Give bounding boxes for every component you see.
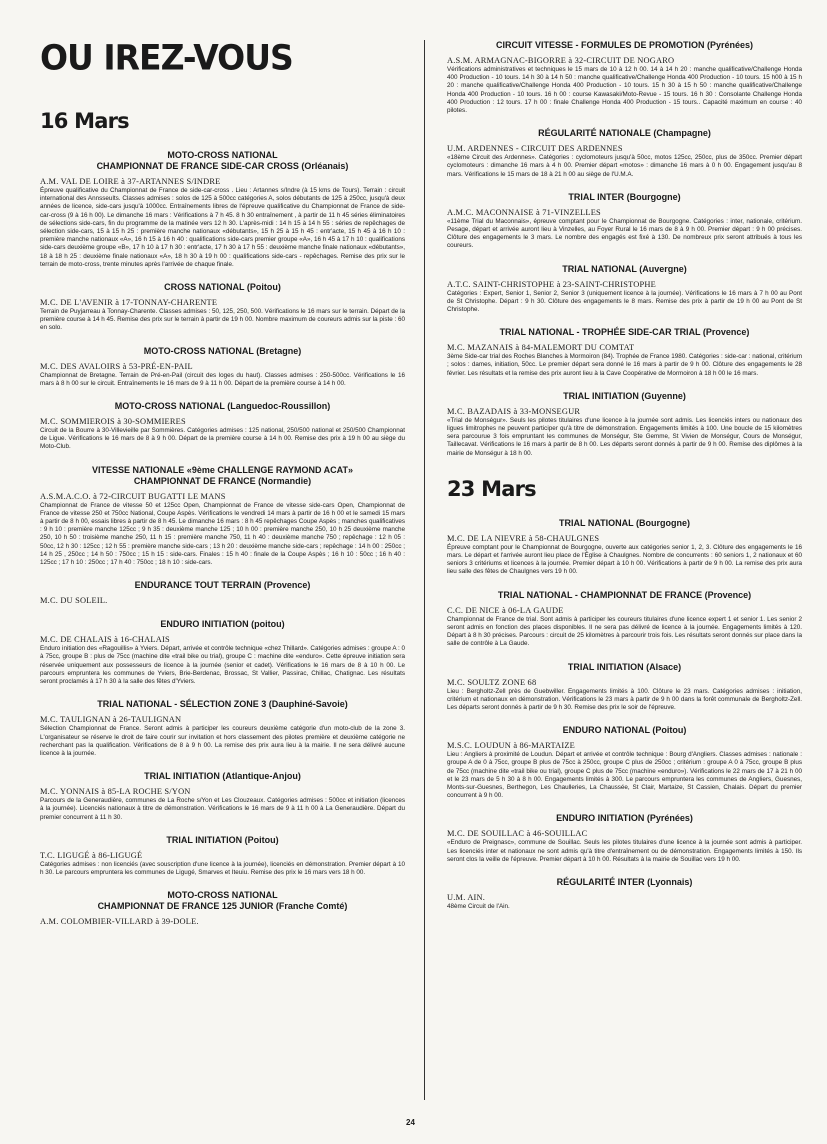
event-club: U.M. ARDENNES - CIRCUIT DES ARDENNES (447, 144, 623, 154)
event-entry (447, 590, 802, 649)
event-description: Enduro initiation des «Ragouillis» à Yviers. Départ, arrivée et contrôle technique «chez Thillard». Catégories admises : groupe A : 0 à 75cc, groupe B : plus de 75cc (machine dite «trail bike ou trial), groupe C : machine dite «enduro». Cette épreuve initiation sera réservée uniquement aux possesseurs de licence à la journée (senior et cadet). Vérifications le 16 mars de 8 à 10 h 00. Le parcours empruntera les communes de Yviers, Brie-Berdenac, Brossac, St Vallier, Passirac, Chillac, Chatignac. Les résultats seront proclamés à 17 h 30 à la salle des fêtes d'Yviers. (40, 645, 405, 686)
event-title: TRIAL INITIATION (Poitou) (166, 834, 279, 845)
event-description: Championnat de France de vitesse 50 et 125cc Open, Championnat de France de vitesse side-cars Open, Championnat de France de vitesse 250 et 750cc National, Coupe Aspès. Vérifications le vendredi 14 mars à partir de 16 h 00 et le samedi 15 mars à partir de 8 h 00, essais libres à partir de 8 h 45. Le dimanche 16 mars : 8 h 45 repêchages Coupe Aspès ; manches qualificatives : 9 h 10 : première manche 125cc ; 9 h 35 : deuxième manche 125 ; 10 h 00 : première manche 250, 10 h 25 deuxième manche 250, 10 h 50 : troisième manche 250, 11 h 15 : première manche 750, 11 h 40 : deuxième manche 750 ; repêchage : 12 h 05 : 50cc, 12 h 30 : 125cc ; 12 h 55 : première manche side-cars ; 13 h 20 : deuxième manche side-cars ; repêchage : 14 h 00 : 250cc ; 14 h 25 , 250cc ; 14 h 50 : 750cc ; 15 h 15 : side-cars. Finales : 15 h 40 : finale de la Coupe Aspès ; 16 h 10 : 50cc ; 16 h 40 : 125cc ; 17 h 10 : 250cc ; 17 h 40 : 750cc ; 18 h 10 : side-cars. (40, 501, 405, 567)
event-list-right-top (447, 40, 802, 458)
event-entry (447, 877, 802, 911)
event-entry (447, 40, 802, 115)
event-club: T.C. LIGUGÉ à 86-LIGUGÉ (40, 850, 143, 860)
event-description: «11ème Trial du Maconnais», épreuve comptant pour le Championnat de Bourgogne. Catégories : inter, nationale, critérium. Pesage, départ et arrivée auront lieu à Vinzelles, au Foyer Rural le 16 mars de 8 à 9 h 00. Premier départ : 9 h 00 précises. Clôture des engagements le 3 mars. Le nombre des engagés est fixé à 130. De nombreux prix seront attribués à tous les coureurs. (447, 217, 802, 250)
event-title: TRIAL NATIONAL - TROPHÉE SIDE-CAR TRIAL (Provence) (499, 327, 750, 338)
event-club: M.C. TAULIGNAN à 26-TAULIGNAN (40, 715, 182, 725)
event-description: 3ème Side-car trial des Roches Blanches à Mormoiron (84). Trophée de France 1980. Catégories : side-car : national, critérium ; solos : dames, initiation, 50cc. Le premier départ sera donné le 16 mars à partir de 9 h 00. Clôture des engagements le 28 février. Les résultats et la remise des prix auront lieu à la Cave Coopérative de Mormoiron à 18 h 00 le 16 mars. (447, 353, 802, 377)
event-entry (40, 282, 405, 333)
event-title: ENDURO NATIONAL (Poitou) (562, 725, 687, 736)
event-entry (40, 150, 405, 269)
event-description: Lieu : Angliers à proximité de Loudun. Départ et arrivée et contrôle technique : Bourg d'Angliers. Classes admises : nationale : groupe A de 0 à 75cc, groupe B plus de 75cc à 250cc, groupe C plus de 250cc ; critérium : groupe A 0 à 75cc, groupe B plus de 75cc (machine dite «trail bike ou trial), groupe C plus de 75cc (machine «enduro»). Vérifications le 22 mars de 17 à 21 h 00 et le 23 mars de 5 h 30 à 8 h 00. Engagements limités à 300. Le parcours empruntera les communes de Angliers, Guesnes, Monts-sur-Guesnes, Berthegon, Les Chaulleries, La Chaussée, St Clair, Martaize, St Cassien, Chalais. Départ du premier concurrent à 9 h 00. (447, 751, 802, 800)
event-club: M.S.C. LOUDUN à 86-MARTAIZE (447, 741, 575, 751)
event-description: Terrain de Puyjarreau à Tonnay-Charente. Classes admises : 50, 125, 250, 500. Vérifications le 16 mars sur le terrain. Départ de la première course à 14 h 45. Remise des prix sur le terrain à partir de 19 h 00. Nombre maximum de coureurs admis sur la piste : 60 en solo. (40, 308, 405, 332)
event-club: M.C. DE CHALAIS à 16-CHALAIS (40, 635, 170, 645)
event-subtitle: CHAMPIONNAT DE FRANCE SIDE-CAR CROSS (Orléanais) (96, 161, 349, 171)
event-entry (447, 192, 802, 251)
event-club: M.C. YONNAIS à 85-LA ROCHE S/YON (40, 787, 191, 797)
event-title: TRIAL NATIONAL - SÉLECTION ZONE 3 (Dauphiné-Savoie) (97, 699, 348, 710)
event-club: A.M. COLOMBIER-VILLARD à 39-DOLE. (40, 917, 199, 927)
event-title: TRIAL NATIONAL (Auvergne) (562, 263, 687, 274)
event-subtitle: CHAMPIONNAT DE FRANCE 125 JUNIOR (Franche Comté) (97, 901, 348, 912)
event-description: Épreuve qualificative du Championnat de France de side-car-cross . Lieu : Artannes s/Indre (à 15 kms de Tours). Terrain : circuit international des Annsseults. Classes admises : solos de 125 à 500cc catégories A, solos débutants de 125 à 250cc, jusqu'à deux années de licence, side-cars jusqu'à 1000cc. Entraînements libres de l'épreuve qualificative du Championnat de France de side-car-cross (9 à 16 h 00). Le dimanche 16 mars : Vérifications à 7 h 45. 8 h 30 entraînement , à partir de 11 h 45 séries éliminatoires de sélections side-cars, fin du programme de la matinée vers 12 h 30. L'après-midi : 14 h 15 à 14 h 55 : séries de repêchages de sélection side-cars, 15 à 15 h 25 : première manche nationaux «débutants», 15 h 25 à 15 h 45 : entr'acte, 15 h 45 à 16 h 10 : première manche nationaux «A», 16 h 15 à 16 h 40 : qualifications side-cars premier groupe «A», 16 h 45 à 17 h 10 : qualifications side-cars deuxième groupe «B», 17 h 10 à 17 h 30 : entr'acte, 17 h 30 à 17 h 55 : deuxième manche finale nationaux «débutants», 18 à 18 h 25 : deuxième finale nationaux «A», 18 h 30 à 19 h 00 : qualifications side-cars - repêchages. Remise des prix sur le terrain de moto-cross, trente minutes après l'arrivée de chaque finale. (40, 187, 405, 268)
event-description: «Enduro de Preignasc», commune de Souillac. Seuls les pilotes titulaires d'une licence à la journée sont admis à participer. Les licenciés inter et nationaux ne sont admis qu'à titre d'entraînement ou de démonstration. Engagements limités à 150. Ils seront clos la veille de l'épreuve. Premier départ à 10 h 00. Résultats à la mairie de Souillac vers 19 h 00. (447, 839, 802, 863)
event-title: MOTO-CROSS NATIONAL (Bretagne) (143, 345, 302, 356)
event-description: Vérifications administratives et techniques le 15 mars de 10 à 12 h 00. 14 à 14 h 20 : manche qualificative/Challenge Honda 400 Production - 10 tours. 14 h 30 à 14 h 50 : manche qualificative/Challenge Honda 400 Production - 10 tours. 15 h00 à 15 h 20 : manche qualificative/Challenge Honda 400 Production - 10 tours. 15 h 30 à 15 h 50 : manche qualificative/Challenge Honda 400 Production - 10 tours. 16 h 00 : course Kawasaki/Moto-Revue - 15 tours. 16 h 30 : Consolante Challenge Honda 400 Production : 12 tours. 17 h 00 : finale Challenge Honda 400 Production - 15 tours.. Capacité maximum en course : 40 pilotes. (447, 66, 802, 115)
event-entry (447, 264, 802, 315)
event-list-left (40, 150, 405, 927)
event-description: Championnat de Bretagne. Terrain de Pré-en-Pail (circuit des loges du haut). Classes admises : 250-500cc. Vérifications le 16 mars à 8 h 00 sur le circuit. Entraînements le 16 mars de 9 à 11 h 00. Départ de la première course à 14 h 00. (40, 371, 405, 387)
event-club: M.C. BAZADAIS à 33-MONSEGUR (447, 406, 581, 416)
event-description: Circuit de la Bourre à 30-Villevieille par Sommières. Catégories admises : 125 national, 250/500 national et 250/500 Championnat de Ligue. Vérifications le 16 mars de 8 à 9 h 00. Départ de la première course à 14 h 00. Remise des prix à 19 h 00 au siège du Moto-Club. (40, 427, 405, 451)
event-description: Lieu : Bergholtz-Zell près de Guebwiller. Engagements limités à 100. Clôture le 23 mars. Catégories admises : initiation, critérium et nationaux en démonstration. Vérifications le 23 mars à partir de 9 h 00 dans la forêt communale de Bergholtz-Zell. Les départs seront donnés à partir de 9 h 30. Remise des prix le soir de l'épreuve. (447, 687, 802, 711)
event-entry (447, 327, 802, 378)
event-entry (40, 890, 405, 927)
event-entry (40, 835, 405, 877)
event-entry (40, 401, 405, 452)
event-club: M.C. DES AVALOIRS à 53-PRÉ-EN-PAIL (40, 361, 193, 371)
event-club: M.C. DE LA NIEVRE à 58-CHAULGNES (447, 533, 600, 543)
event-club: M.C. SOMMIEROIS à 30-SOMMIERES (40, 417, 186, 427)
event-club: C.C. DE NICE à 06-LA GAUDE (447, 605, 564, 615)
column-divider (424, 40, 425, 1100)
event-title: MOTO-CROSS NATIONAL (Languedoc-Roussillon) (114, 401, 331, 412)
event-description: «Trial de Monségur». Seuls les pilotes titulaires d'une licence à la journée sont admis. Les licenciés inters ou nationaux des ligues limitrophes ne peuvent participer qu'à titre de démonstration. Engagements limités à 100. Une boucle de 15 kilomètres sera parcourue 3 fois empruntant les communes de Monségur, Ste Gemme, St Vivien de Monségur, Cours de Monségur, Taillecavat. Vérifications le 16 mars à partir de 8 h 00. Les départs seront donnés à partir de 9 h 00. Remise des diplômes à la mairie de Monségur à 18 h 00. (447, 416, 802, 457)
event-club: A.S.M. ARMAGNAC-BIGORRE à 32-CIRCUIT DE NOGARO (447, 56, 675, 65)
event-entry (40, 771, 405, 822)
event-title: RÉGULARITÉ INTER (Lyonnais) (556, 876, 693, 887)
page-number: 24 (406, 1118, 415, 1127)
event-description: Parcours de la Generaudière, communes de La Roche s/Yon et Les Clouzeaux. Catégories admises : 500cc et initiation (licences à la journée). Licenciés nationaux à titre de démonstration. Vérifications le 16 mars de 9 à 11 h 00 à La Generaudière. Départ du premier concurrent à 11 h 30. (40, 797, 405, 821)
event-club: M.C. SOULTZ ZONE 68 (447, 677, 537, 687)
event-title: CROSS NATIONAL (Poitou) (164, 282, 281, 293)
event-description: Championnat de France de trial. Sont admis à participer les coureurs titulaires d'une licence expert 1 et senior 1. Les senior 2 seront admis en fonction des places disponibles. Il ne sera pas délivré de licence à la journée. Engagements limités à 120. Départ à 8 h 30 précises. Parcours : circuit de 25 kilomètres à parcourir trois fois. Les résultats seront donnés sur place dans la salle de contrôle à La Gaude. (447, 615, 802, 648)
event-entry (447, 725, 802, 800)
event-club: M.C. DE SOUILLAC à 46-SOUILLAC (447, 829, 588, 839)
event-title: MOTO-CROSS NATIONAL (167, 150, 278, 160)
event-title: VITESSE NATIONALE «9ème CHALLENGE RAYMOND ACAT» (91, 464, 354, 475)
event-club: A.S.M.A.C.O. à 72-CIRCUIT BUGATTI LE MANS (40, 491, 226, 501)
event-description: Catégories : Expert, Senior 1, Senior 2, Senior 3 (uniquement licence à la journée). Vérifications le 16 mars à 7 h 00 au Pont de St Christophe. Départ : 9 h 30. Clôture des engagements le 8 mars. Remise des prix à partir de 19 h 00 au Pont de St Christophe. (447, 289, 802, 314)
event-description: Épreuve comptant pour le Championnat de Bourgogne, ouverte aux catégories senior 1, 2, 3. Clôture des engagements le 16 mars. Le départ et l'arrivée auront lieu place de l'Église à Chaulgnes. Nombre de concurrents : 60 seniors 1, 2 nationaux et 60 seniors 3 critériums et licences à la journée. Premier départ à 10 h 00. Vérifications à partir de 9 h 00. La remise des prix aura lieu salle des fêtes de Chaulgnes vers 19 h 00. (447, 543, 802, 576)
event-title: TRIAL NATIONAL - CHAMPIONNAT DE FRANCE (Provence) (497, 589, 752, 600)
event-title: TRIAL INITIATION (Alsace) (567, 661, 682, 672)
event-entry (447, 391, 802, 458)
event-club: A.M. VAL DE LOIRE à 37-ARTANNES S/INDRE (40, 177, 221, 186)
right-column (447, 40, 802, 924)
event-title: TRIAL INITIATION (Atlantique-Anjou) (144, 771, 301, 782)
event-entry (40, 619, 405, 686)
event-club: M.C. DE L'AVENIR à 17-TONNAY-CHARENTE (40, 298, 218, 308)
event-title: CIRCUIT VITESSE - FORMULES DE PROMOTION (Pyrénées) (495, 40, 754, 50)
event-club: A.T.C. SAINT-CHRISTOPHE à 23-SAINT-CHRISTOPHE (447, 279, 656, 289)
date-heading-23-mars: 23 Mars (447, 476, 536, 501)
event-entry (40, 580, 405, 606)
event-club: M.C. DU SOLEIL. (40, 596, 108, 606)
event-list-right-bottom (447, 518, 802, 911)
event-club: A.M.C. MACONNAISE à 71-VINZELLES (447, 207, 601, 217)
event-entry (447, 518, 802, 577)
event-description: 48ème Circuit de l'Ain. (447, 902, 510, 910)
event-title: MOTO-CROSS NATIONAL (167, 890, 278, 901)
event-description: «18ème Circuit des Ardennes». Catégories : cyclomoteurs jusqu'à 50cc, motos 125cc, 250cc, plus de 350cc. Premier départ cyclomoteurs : dimanche 16 mars à 4 h 00. Premier départ «motos» : dimanche 16 mars à 0 h 00. Engagement jusqu'au 8 mars. Vérifications le 15 mars de 18 à 21 h 00 au siège de l'U.M.A. (447, 154, 802, 178)
date-heading-16-mars: 16 Mars (40, 109, 129, 133)
left-column (40, 38, 405, 940)
event-title: ENDURO INITIATION (Pyrénées) (556, 813, 693, 824)
event-entry (40, 699, 405, 758)
event-title: ENDURO INITIATION (poitou) (160, 619, 285, 630)
event-club: M.C. MAZANAIS à 84-MALEMORT DU COMTAT (447, 343, 635, 353)
event-description: Sélection Championnat de France. Seront admis à participer les coureurs deuxième catégorie d'un moto-club de la zone 3. L'organisateur se réserve le droit de faire courir sur invitation et hors classement des pilotes première et deuxième catégorie ne recherchant pas la qualification. Vérifications de 8 à 9 h 00. La remise des prix aura lieu à la mairie. Il ne sera délivré aucune licence à la journée. (40, 725, 405, 757)
page-title: OU IREZ-VOUS (40, 37, 293, 78)
event-description: Catégories admises : non licenciés (avec souscription d'une licence à la journée), licenciés en démonstration. Premier départ à 10 h 30. Le parcours empruntera les communes de Ligugé, Smarves et Iteuiu. Remise des prix le 16 mars vers 18 h 00. (40, 860, 405, 876)
event-title: TRIAL NATIONAL (Bourgogne) (559, 517, 690, 528)
event-entry (447, 128, 802, 179)
event-entry (40, 346, 405, 388)
event-title: RÉGULARITÉ NATIONALE (Champagne) (538, 128, 711, 139)
event-subtitle: CHAMPIONNAT DE FRANCE (Normandie) (133, 475, 312, 486)
event-title: TRIAL INTER (Bourgogne) (568, 191, 681, 202)
event-entry (447, 662, 802, 713)
event-entry (40, 465, 405, 568)
event-title: TRIAL INITIATION (Guyenne) (563, 390, 686, 401)
event-club: U.M. AIN. (447, 892, 486, 902)
event-entry (447, 813, 802, 864)
event-title: ENDURANCE TOUT TERRAIN (Provence) (134, 580, 311, 591)
